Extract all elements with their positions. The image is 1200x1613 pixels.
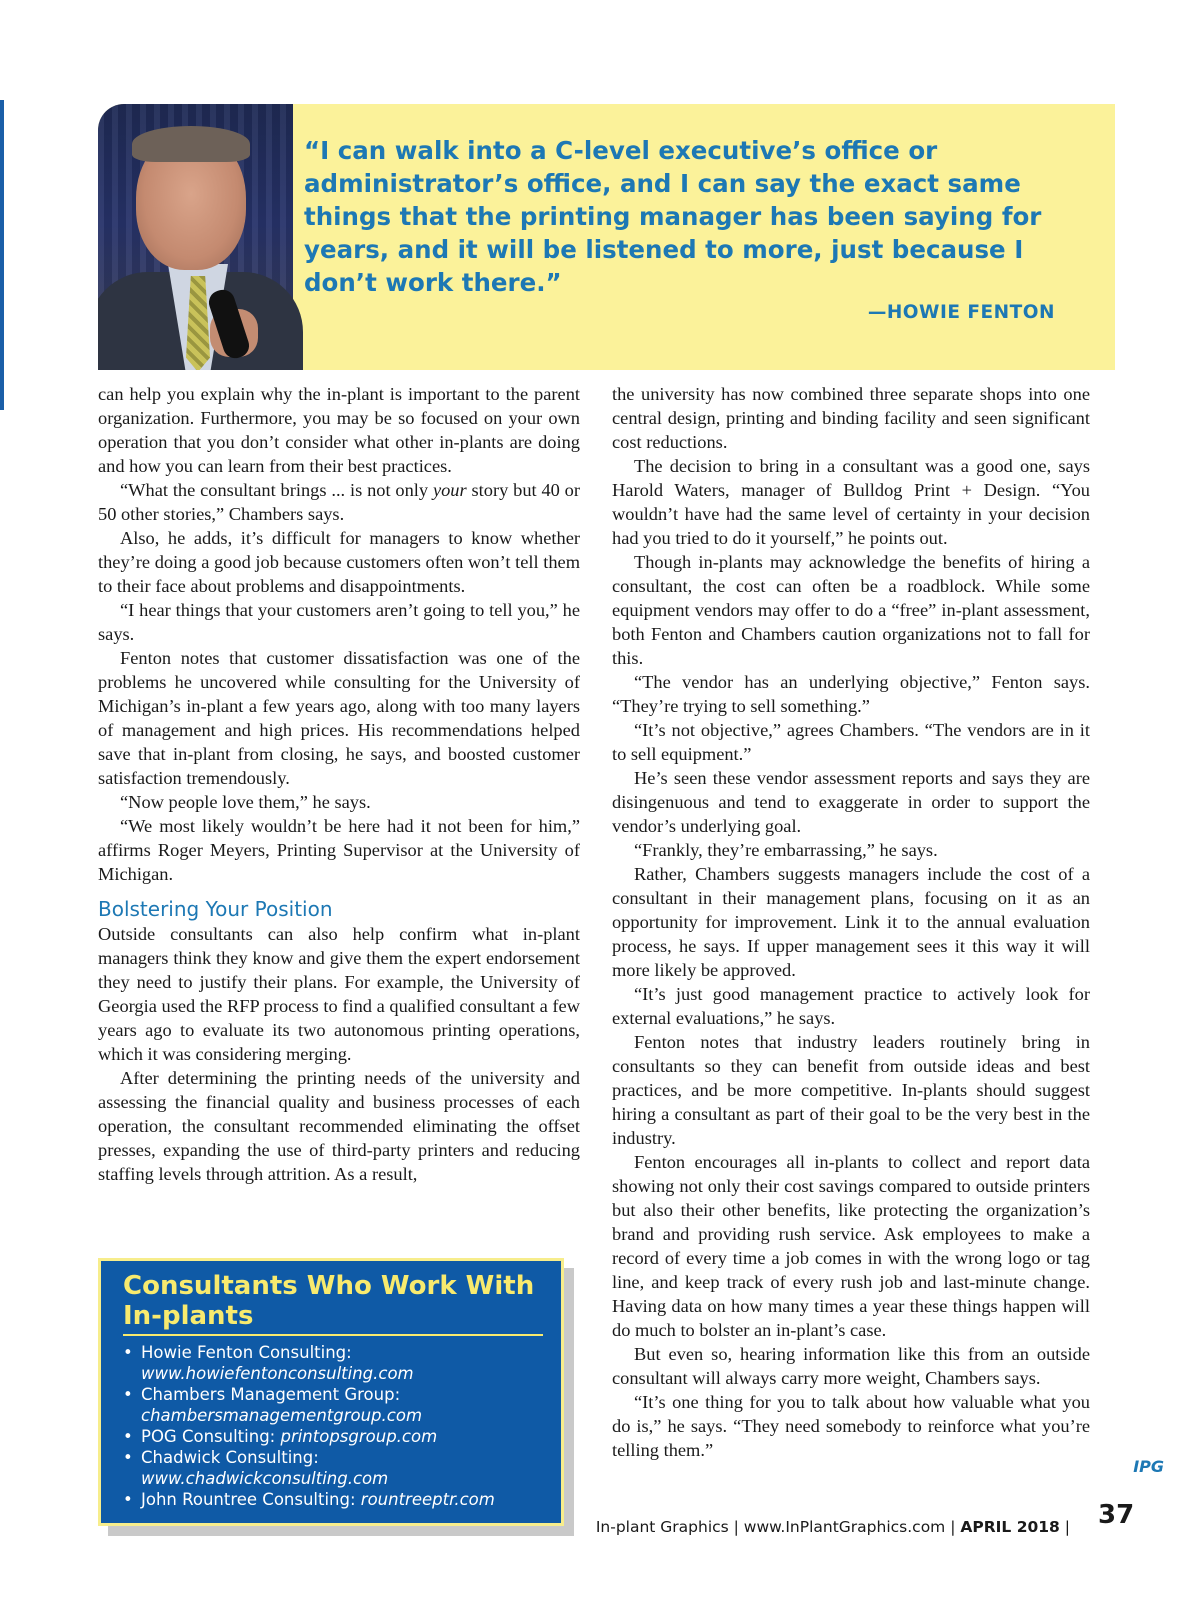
paragraph: Outside consultants can also help confirm what in-plant managers think they know and give them the expert endorsement they need to justify their plans. For example, the University of Georgia used the RFP process to find a qualified consultant a few years ago to evaluate its two autonomous printing operations, which it was considering merging. <box>98 924 580 1064</box>
list-item <box>123 1342 561 1384</box>
consultant-name: John Rountree Consulting: <box>141 1490 361 1509</box>
paragraph: After determining the printing needs of the university and assessing the financial quality and business processes of each operation, the consultant recommended eliminating the offset presses, expanding the use of third-party printers and reducing staffing levels through attrition. As a result, <box>98 1068 580 1184</box>
paragraph: “It’s one thing for you to talk about how valuable what you do is,” he says. “They need somebody to reinforce what you’re telling them.” <box>612 1392 1090 1460</box>
page-footer <box>596 1518 1070 1536</box>
paragraph <box>98 478 580 526</box>
paragraph: He’s seen these vendor assessment reports and says they are disingenuous and tend to exaggerate in order to support the vendor’s underlying goal. <box>612 768 1090 836</box>
paragraph: Fenton notes that customer dissatisfaction was one of the problems he uncovered while consulting for the University of Michigan’s in-plant a few years ago, along with too many layers of management and high prices. His recommendations helped save that in-plant from closing, he says, and boosted customer satisfaction tremendously. <box>98 648 580 788</box>
left-column <box>98 382 580 1186</box>
consultant-url: www.chadwickconsulting.com <box>141 1469 389 1488</box>
paragraph: Fenton encourages all in-plants to collect and report data showing not only their cost savings compared to outside printers but also their other benefits, like protecting the organization’s brand and providing rush service. Ask employees to make a record of every time a job comes in with the wrong logo or tag line, and keep track of every rush job and last-minute change. Having data on how many times a year these things happen will do much to bolster an in-plant’s case. <box>612 1152 1090 1340</box>
paragraph: the university has now combined three separate shops into one central design, printing and binding facility and seen significant cost reductions. <box>612 384 1090 452</box>
page-edge-bar <box>0 100 4 410</box>
consultant-url: chambersmanagementgroup.com <box>141 1406 423 1425</box>
list-item <box>123 1384 561 1426</box>
right-column <box>612 382 1090 1462</box>
consultant-url: www.howiefentonconsulting.com <box>141 1364 414 1383</box>
pull-quote-text: “I can walk into a C-level executive’s office or administrator’s office, and I can say the exact same things that the printing manager has been saying for years, and it will be listened to more, just because I don’t work there.” <box>304 136 1042 297</box>
paragraph: “The vendor has an underlying objective,” Fenton says. “They’re trying to sell something.” <box>612 672 1090 716</box>
consultant-name: Chambers Management Group: <box>141 1385 401 1404</box>
pull-quote-attribution: —HOWIE FENTON <box>867 302 1055 323</box>
paragraph: “I hear things that your customers aren’t going to tell you,” he says. <box>98 600 580 644</box>
consultant-name: Chadwick Consulting: <box>141 1448 319 1467</box>
paragraph: can help you explain why the in-plant is important to the parent organization. Furthermore, you may be so focused on your own operation that you don’t consider what other in-plants are doing and how you can learn from their best practices. <box>98 384 580 476</box>
paragraph: “Now people love them,” he says. <box>120 792 371 812</box>
paragraph: “We most likely wouldn’t be here had it not been for him,” affirms Roger Meyers, Printing Supervisor at the University of Michigan. <box>98 816 580 884</box>
end-mark-logo: IPG <box>1133 1457 1164 1476</box>
speaker-photo <box>98 104 293 370</box>
pull-quote-box <box>98 104 1115 370</box>
footer-separator: | <box>1059 1518 1070 1536</box>
consultant-url: rountreeptr.com <box>360 1490 495 1509</box>
list-item <box>123 1447 561 1489</box>
section-heading: Bolstering Your Position <box>98 897 333 921</box>
paragraph: The decision to bring in a consultant was a good one, says Harold Waters, manager of Bulldog Print + Design. “You wouldn’t have had the same level of certainty in your decision had you tried to do it yourself,” he points out. <box>612 456 1090 548</box>
consultant-list <box>123 1342 561 1510</box>
paragraph: Though in-plants may acknowledge the benefits of hiring a consultant, the cost can often be a roadblock. While some equipment vendors may offer to do a “free” in-plant assessment, both Fenton and Chambers caution organizations not to fall for this. <box>612 552 1090 668</box>
consultant-url: printopsgroup.com <box>280 1427 438 1446</box>
paragraph-text: “What the consultant brings ... is not only <box>120 480 433 500</box>
consultants-sidebar <box>98 1258 564 1526</box>
list-item <box>123 1489 561 1510</box>
sidebar-title: Consultants Who Work With In-plants <box>123 1271 543 1336</box>
page-number: 37 <box>1098 1500 1135 1530</box>
paragraph: But even so, hearing information like this from an outside consultant will always carry more weight, Chambers says. <box>612 1344 1090 1388</box>
emphasis-text: your <box>432 480 467 500</box>
footer-issue: APRIL 2018 <box>960 1518 1060 1536</box>
consultant-name: POG Consulting: <box>141 1427 281 1446</box>
consultant-name: Howie Fenton Consulting: <box>141 1343 352 1362</box>
paragraph-text: story but 40 or 50 other stories,” Chambers says. <box>98 480 580 524</box>
paragraph: “It’s just good management practice to actively look for external evaluations,” he says. <box>612 984 1090 1028</box>
paragraph: Rather, Chambers suggests managers include the cost of a consultant in their management plans, focusing on it as an opportunity for improvement. Link it to the annual evaluation process, he says. If upper management sees it this way it will more likely be approved. <box>612 864 1090 980</box>
photo-hair <box>132 126 250 162</box>
paragraph: Fenton notes that industry leaders routinely bring in consultants so they can benefit from outside ideas and best practices, and be more competitive. In-plants should suggest hiring a consultant as part of their goal to be the very best in the industry. <box>612 1032 1090 1148</box>
paragraph: Also, he adds, it’s difficult for managers to know whether they’re doing a good job because customers often won’t tell them to their face about problems and disappointments. <box>98 528 580 596</box>
list-item <box>123 1426 561 1447</box>
paragraph: “Frankly, they’re embarrassing,” he says. <box>634 840 938 860</box>
footer-publication: In-plant Graphics | www.InPlantGraphics.com | <box>595 1518 961 1536</box>
paragraph: “It’s not objective,” agrees Chambers. “The vendors are in it to sell equipment.” <box>612 720 1090 764</box>
